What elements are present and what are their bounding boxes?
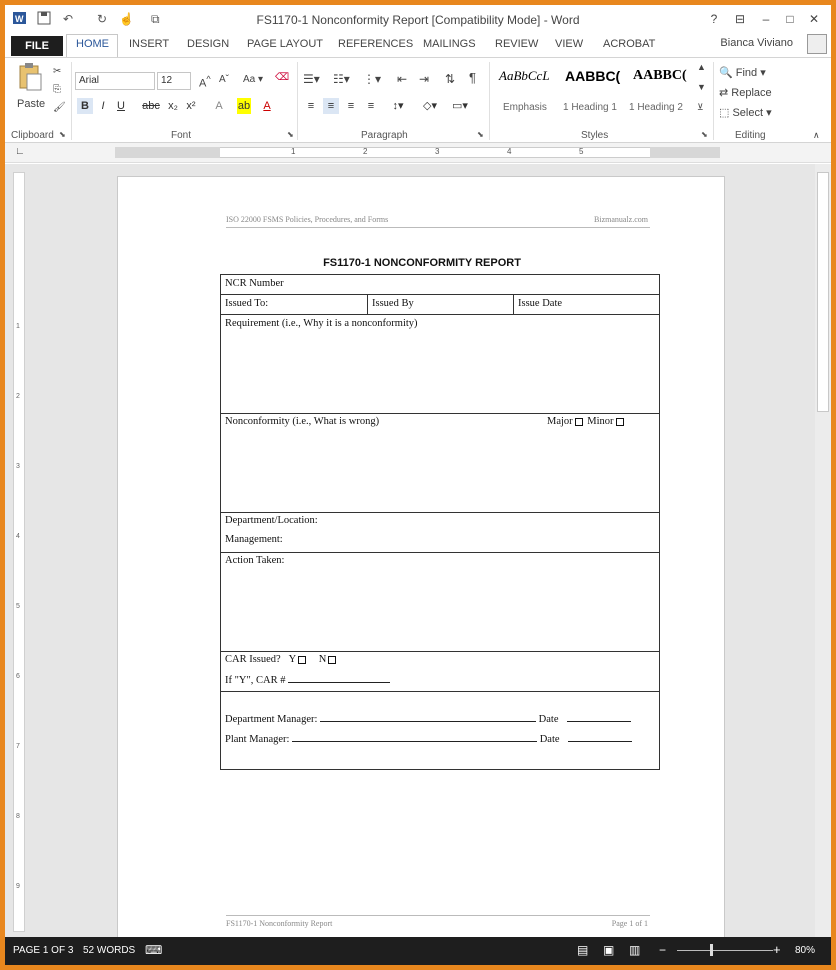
status-bar <box>5 937 831 965</box>
ribbon-tabs <box>5 33 831 57</box>
horizontal-ruler[interactable] <box>5 143 831 163</box>
header-divider <box>226 227 650 228</box>
tab-view[interactable]: VIEW <box>555 38 584 50</box>
show-marks-icon[interactable]: ¶ <box>469 70 476 85</box>
proofing-icon[interactable]: ⌨ <box>145 943 163 957</box>
shrink-font-icon[interactable]: Aˇ <box>219 74 229 85</box>
ruler-tick-label: 1 <box>291 147 296 156</box>
sort-icon[interactable]: ⇅ <box>445 72 456 86</box>
select-label: Select <box>732 107 764 119</box>
paragraph-launcher-icon[interactable]: ⬊ <box>477 130 484 139</box>
redo-icon[interactable]: ↻ <box>97 12 108 26</box>
minor-label: Minor <box>587 416 614 427</box>
font-size-value: 12 <box>161 75 173 86</box>
undo-icon[interactable]: ↶ <box>63 12 74 26</box>
select-button[interactable]: ⬚ Select ▾ <box>719 107 772 119</box>
vruler-tick-label: 9 <box>16 883 20 890</box>
vruler-tick-label: 2 <box>16 393 20 400</box>
clipboard-launcher-icon[interactable]: ⬊ <box>59 130 66 139</box>
issued-row[interactable] <box>221 295 659 315</box>
ruler-right-margin[interactable] <box>650 147 720 158</box>
requirement-row[interactable] <box>221 315 659 414</box>
web-layout-icon[interactable]: ▥ <box>629 943 641 957</box>
paste-icon <box>17 62 43 92</box>
car-no-checkbox[interactable] <box>328 656 336 664</box>
word-window <box>5 5 831 965</box>
severity-options <box>547 416 626 427</box>
management-label: Management: <box>225 534 283 545</box>
style-heading2-sample[interactable]: AABBC( <box>633 68 687 83</box>
bullets-icon[interactable]: ☰▾ <box>303 72 320 86</box>
avatar[interactable] <box>807 34 827 54</box>
style-heading1-sample[interactable]: AABBC( <box>565 68 621 84</box>
bold-icon[interactable]: B <box>77 98 93 114</box>
svg-text:W: W <box>15 14 24 24</box>
styles-more-icon[interactable]: ⊻ <box>697 102 704 112</box>
multilevel-list-icon[interactable]: ⋮▾ <box>363 72 382 86</box>
tab-insert[interactable]: INSERT <box>129 38 170 50</box>
borders-icon[interactable]: ▭▾ <box>452 100 468 112</box>
word-count[interactable]: 52 WORDS <box>83 945 136 956</box>
touch-mode-icon[interactable]: ☝ <box>119 12 134 26</box>
style-heading2-name[interactable]: 1 Heading 2 <box>629 102 683 113</box>
vruler-tick-label: 1 <box>16 323 20 330</box>
tab-file[interactable]: FILE <box>11 36 63 56</box>
zoom-in-icon[interactable]: + <box>773 942 781 957</box>
style-heading1-name[interactable]: 1 Heading 1 <box>563 102 617 113</box>
vruler-tick-label: 3 <box>16 463 20 470</box>
department-manager-line <box>225 712 631 725</box>
decrease-indent-icon[interactable]: ⇤ <box>397 72 408 86</box>
nonconformity-label: Nonconformity (i.e., What is wrong) <box>225 416 380 427</box>
car-number-line <box>225 673 390 686</box>
style-emphasis-name[interactable]: Emphasis <box>503 102 547 113</box>
major-label: Major <box>547 416 573 427</box>
cut-icon[interactable]: ✂ <box>53 66 62 77</box>
maximize-button[interactable]: □ <box>786 12 794 26</box>
car-yes-checkbox[interactable] <box>298 656 306 664</box>
shading-icon[interactable]: ◇▾ <box>423 100 437 112</box>
grow-font-icon[interactable]: A^ <box>199 74 211 90</box>
format-painter-icon[interactable]: 🖌 <box>53 102 66 113</box>
clipboard-group-label: Clipboard <box>11 130 54 141</box>
superscript-icon[interactable]: x² <box>186 100 196 112</box>
find-button[interactable]: 🔍 Find ▾ <box>719 67 766 79</box>
group-divider <box>297 62 298 140</box>
page-count[interactable]: PAGE 1 OF 3 <box>13 945 74 956</box>
change-case-icon[interactable]: Aa ▾ <box>243 74 264 85</box>
ruler-tick-label: 4 <box>507 147 512 156</box>
vruler-tick-label: 8 <box>16 813 20 820</box>
department-row[interactable] <box>221 513 659 553</box>
plant-manager-date-field[interactable] <box>568 732 632 742</box>
car-yes-label: Y <box>288 654 297 665</box>
department-manager-label: Department Manager: <box>225 714 318 725</box>
paste-label[interactable]: Paste <box>17 98 46 110</box>
ribbon <box>5 57 831 143</box>
read-mode-icon[interactable]: ▤ <box>577 943 589 957</box>
font-name-dropdown[interactable] <box>75 72 155 90</box>
align-left-icon[interactable]: ≡ <box>307 100 315 112</box>
vertical-scrollbar[interactable] <box>815 164 831 937</box>
replace-button[interactable] <box>719 86 772 99</box>
title-bar <box>5 5 831 33</box>
nonconformity-form-table <box>220 274 660 770</box>
footer-divider <box>226 915 650 916</box>
strikethrough-icon[interactable]: abc <box>142 100 160 112</box>
increase-indent-icon[interactable]: ⇥ <box>419 72 430 86</box>
find-icon: 🔍 <box>719 67 733 79</box>
ruler-tick-label: 3 <box>435 147 440 156</box>
car-issued-label: CAR Issued? <box>225 654 281 665</box>
car-issued-line <box>225 654 338 665</box>
window-title: FS1170-1 Nonconformity Report [Compatibility Mode] - Word <box>256 13 580 27</box>
plant-manager-line <box>225 732 632 745</box>
paste-button[interactable] <box>17 62 43 95</box>
collapse-ribbon-icon[interactable]: ∧ <box>813 130 820 140</box>
cell-divider <box>513 295 514 315</box>
zoom-slider-track[interactable] <box>677 950 773 951</box>
print-layout-icon[interactable]: ▣ <box>603 943 615 957</box>
document-page[interactable] <box>117 176 725 946</box>
car-row[interactable] <box>221 652 659 692</box>
issued-by-label: Issued By <box>372 298 414 309</box>
issued-to-label: Issued To: <box>225 298 269 309</box>
numbering-icon[interactable]: ☷▾ <box>333 72 350 86</box>
subscript-icon[interactable]: x₂ <box>168 100 178 112</box>
tab-design[interactable]: DESIGN <box>187 38 230 50</box>
user-name[interactable]: Bianca Viviano <box>720 37 793 49</box>
select-icon: ⬚ <box>719 107 730 119</box>
nonconformity-row[interactable] <box>221 414 659 513</box>
tab-mailings[interactable]: MAILINGS <box>423 38 476 50</box>
action-taken-label: Action Taken: <box>225 555 285 566</box>
document-canvas <box>5 164 831 937</box>
styles-scroll-down-icon[interactable]: ▼ <box>697 82 706 92</box>
ncr-number-label: NCR Number <box>225 278 284 289</box>
ruler-left-margin[interactable] <box>115 147 220 158</box>
tab-home[interactable]: HOME <box>76 38 109 50</box>
line-spacing-icon[interactable]: ↕▾ <box>392 100 404 112</box>
issue-date-label: Issue Date <box>518 298 563 309</box>
font-name-value: Arial <box>79 75 100 86</box>
action-taken-row[interactable] <box>221 553 659 652</box>
department-location-label: Department/Location: <box>225 515 318 526</box>
paragraph-group-label: Paragraph <box>361 130 408 141</box>
requirement-label: Requirement (i.e., Why it is a nonconformity) <box>225 318 418 329</box>
find-label: Find <box>735 67 758 79</box>
help-button[interactable]: ? <box>710 12 718 26</box>
justify-icon[interactable]: ≡ <box>367 100 375 112</box>
tab-page-layout[interactable]: PAGE LAYOUT <box>247 38 324 50</box>
highlight-icon[interactable]: ab <box>237 100 251 112</box>
align-right-icon[interactable]: ≡ <box>347 100 355 112</box>
new-window-icon[interactable]: ⧉ <box>151 12 160 26</box>
vruler-tick-label: 5 <box>16 603 20 610</box>
styles-scroll-up-icon[interactable]: ▲ <box>697 62 706 72</box>
page-header-right: Bizmanualz.com <box>594 215 648 224</box>
scrollbar-thumb[interactable] <box>817 172 829 412</box>
close-button[interactable]: ✕ <box>808 12 820 26</box>
department-manager-date-label: Date <box>538 714 559 725</box>
editing-group-label: Editing <box>735 130 766 141</box>
group-divider <box>489 62 490 140</box>
report-title: FS1170-1 NONCONFORMITY REPORT <box>323 257 521 269</box>
replace-icon: ⇄ <box>719 87 729 99</box>
copy-icon[interactable]: ⎘ <box>53 84 61 95</box>
group-divider <box>713 62 714 140</box>
replace-label: Replace <box>731 87 772 99</box>
style-emphasis-sample[interactable]: AaBbCcL <box>499 68 550 83</box>
font-size-dropdown[interactable] <box>157 72 191 90</box>
minimize-button[interactable]: – <box>762 12 770 26</box>
plant-manager-signature-field[interactable] <box>292 732 537 742</box>
group-divider <box>71 62 72 140</box>
car-number-field[interactable] <box>288 673 390 683</box>
font-color-icon[interactable]: A <box>263 100 271 112</box>
page-footer-left: FS1170-1 Nonconformity Report <box>226 919 333 928</box>
italic-icon[interactable]: I <box>101 100 105 112</box>
styles-group-label: Styles <box>581 130 609 141</box>
minor-checkbox[interactable] <box>616 418 624 426</box>
vruler-tick-label: 4 <box>16 533 20 540</box>
plant-manager-date-label: Date <box>539 734 560 745</box>
tab-review[interactable]: REVIEW <box>495 38 539 50</box>
department-manager-date-field[interactable] <box>567 712 631 722</box>
font-launcher-icon[interactable]: ⬊ <box>287 130 294 139</box>
zoom-level[interactable]: 80% <box>795 945 816 956</box>
ruler-tick-label: 5 <box>579 147 584 156</box>
underline-icon[interactable]: U <box>117 100 125 112</box>
tab-references[interactable]: REFERENCES <box>338 38 414 50</box>
vertical-ruler[interactable] <box>13 172 25 932</box>
department-manager-signature-field[interactable] <box>320 712 536 722</box>
tab-acrobat[interactable]: ACROBAT <box>603 38 656 50</box>
ncr-number-row[interactable] <box>221 275 659 295</box>
font-group-label: Font <box>171 130 192 141</box>
vruler-tick-label: 6 <box>16 673 20 680</box>
vruler-tick-label: 7 <box>16 743 20 750</box>
page-header-left: ISO 22000 FSMS Policies, Procedures, and Forms <box>226 215 389 224</box>
car-no-label: N <box>318 654 327 665</box>
clear-formatting-icon[interactable]: ⌫ <box>275 72 290 83</box>
text-effects-icon[interactable]: A <box>215 100 223 112</box>
zoom-out-icon[interactable]: − <box>659 943 667 957</box>
styles-launcher-icon[interactable]: ⬊ <box>701 130 708 139</box>
zoom-slider-thumb[interactable] <box>710 944 713 956</box>
cell-divider <box>367 295 368 315</box>
align-center-icon[interactable]: ≡ <box>323 98 339 114</box>
ribbon-display-icon[interactable]: ⊟ <box>734 12 746 26</box>
signature-section <box>221 692 659 770</box>
car-number-label: If "Y", CAR # <box>225 675 286 686</box>
plant-manager-label: Plant Manager: <box>225 734 290 745</box>
ruler-tick-label: 2 <box>363 147 368 156</box>
tab-selector-icon[interactable]: ∟ <box>15 146 25 157</box>
major-checkbox[interactable] <box>575 418 583 426</box>
page-footer-right: Page 1 of 1 <box>611 919 648 928</box>
